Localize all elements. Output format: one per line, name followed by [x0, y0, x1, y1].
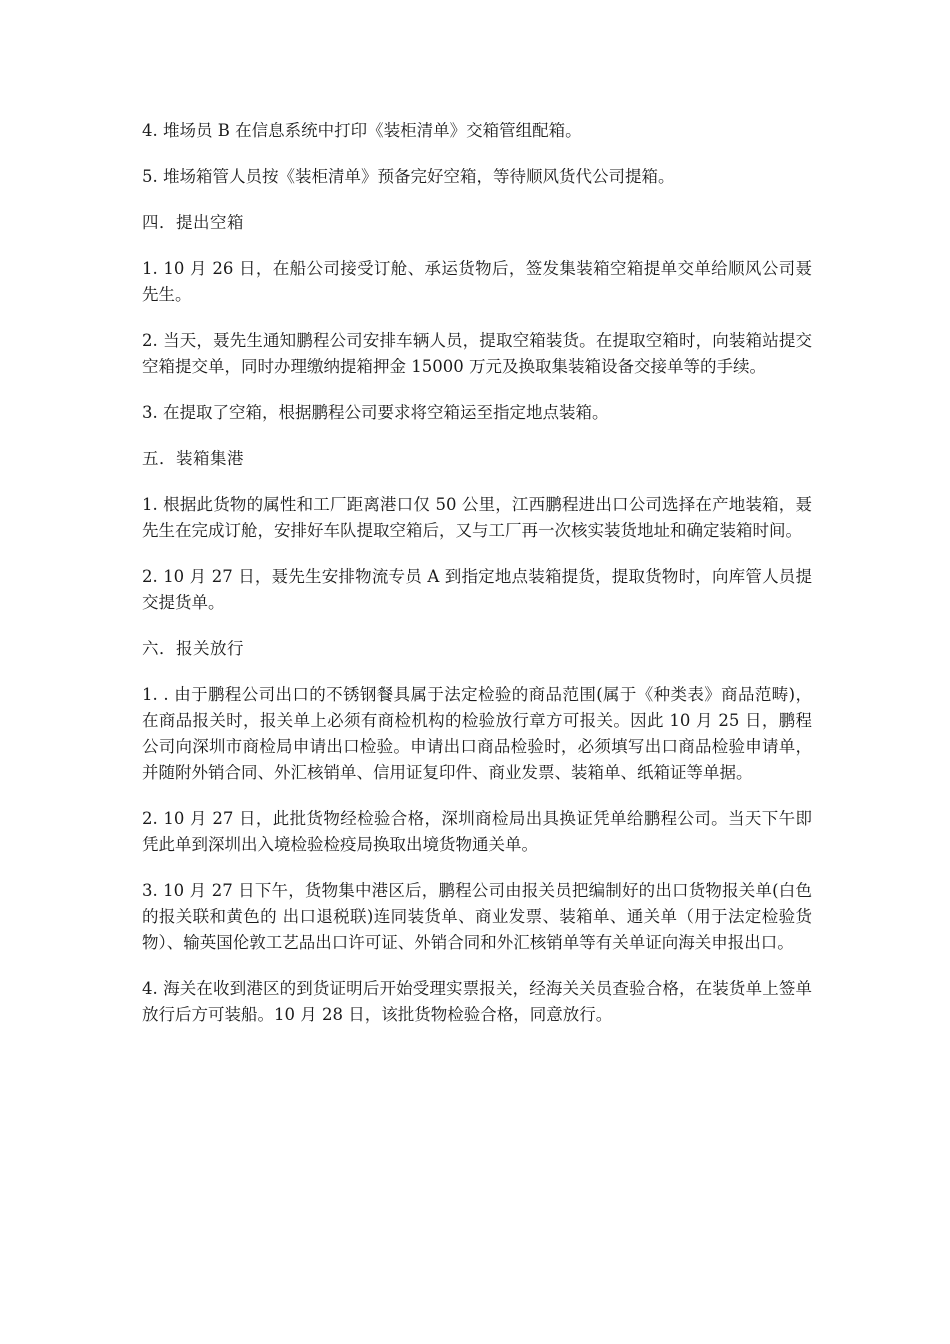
paragraph-oct27-pickup: 2. 10 月 27 日，聂先生安排物流专员 A 到指定地点装箱提货，提取货物时，向库管人员提交提货单。	[142, 567, 812, 612]
paragraph-factory-loading: 1. 根据此货物的属性和工厂距离港口仅 50 公里，江西鹏程进出口公司选择在产地装箱，聂先生在完成订舱，安排好车队提取空箱后，又与工厂再一次核实装货地址和确定装箱时间。	[142, 495, 812, 540]
paragraph-prepare-empty-box: 5. 堆场箱管人员按《装柜清单》预备完好空箱，等待顺风货代公司提箱。	[142, 167, 675, 186]
paragraph-inspection-application: 1. . 由于鹏程公司出口的不锈钢餐具属于法定检验的商品范围(属于《种类表》商品范畴)，在商品报关时，报关单上必须有商检机构的检验放行章方可报关。因此 10 月 25 日，鹏程公司向深圳市商检局申请出口检验。申请出口商品检验时，必须填写出口商品检验申请单，并随附外销合同、外汇核销单、信用证复印件、商业发票、装箱单、纸箱证等单据。	[142, 685, 812, 782]
paragraph-customs-declaration: 3. 10 月 27 日下午，货物集中港区后，鹏程公司由报关员把编制好的出口货物报关单(白色的报关联和黄色的 出口退税联)连同装货单、商业发票、装箱单、通关单（用于法定检验货物）、输英国伦敦工艺品出口许可证、外销合同和外汇核销单等有关单证向海关申报出口。	[142, 881, 812, 952]
document-page	[142, 118, 812, 1048]
section-heading-6: 六．报关放行	[142, 639, 244, 658]
section-heading-5: 五．装箱集港	[142, 449, 244, 468]
paragraph-customs-release: 4. 海关在收到港区的到货证明后开始受理实票报关，经海关关员查验合格，在装货单上签单放行后方可装船。10 月 28 日，该批货物检验合格，同意放行。	[142, 979, 812, 1024]
paragraph-inspection-passed: 2. 10 月 27 日，此批货物经检验合格，深圳商检局出具换证凭单给鹏程公司。当天下午即凭此单到深圳出入境检验检疫局换取出境货物通关单。	[142, 809, 812, 854]
paragraph-pick-empty-box: 2. 当天，聂先生通知鹏程公司安排车辆人员，提取空箱装货。在提取空箱时，向装箱站提交空箱提交单，同时办理缴纳提箱押金 15000 万元及换取集装箱设备交接单等的手续。	[142, 331, 812, 376]
section-heading-4: 四．提出空箱	[142, 213, 244, 232]
paragraph-yard-print-list: 4. 堆场员 B 在信息系统中打印《装柜清单》交箱管组配箱。	[142, 121, 582, 140]
paragraph-oct26-booking: 1. 10 月 26 日，在船公司接受订舱、承运货物后，签发集装箱空箱提单交单给顺风公司聂先生。	[142, 259, 812, 304]
paragraph-move-empty-box: 3. 在提取了空箱，根据鹏程公司要求将空箱运至指定地点装箱。	[142, 403, 609, 422]
